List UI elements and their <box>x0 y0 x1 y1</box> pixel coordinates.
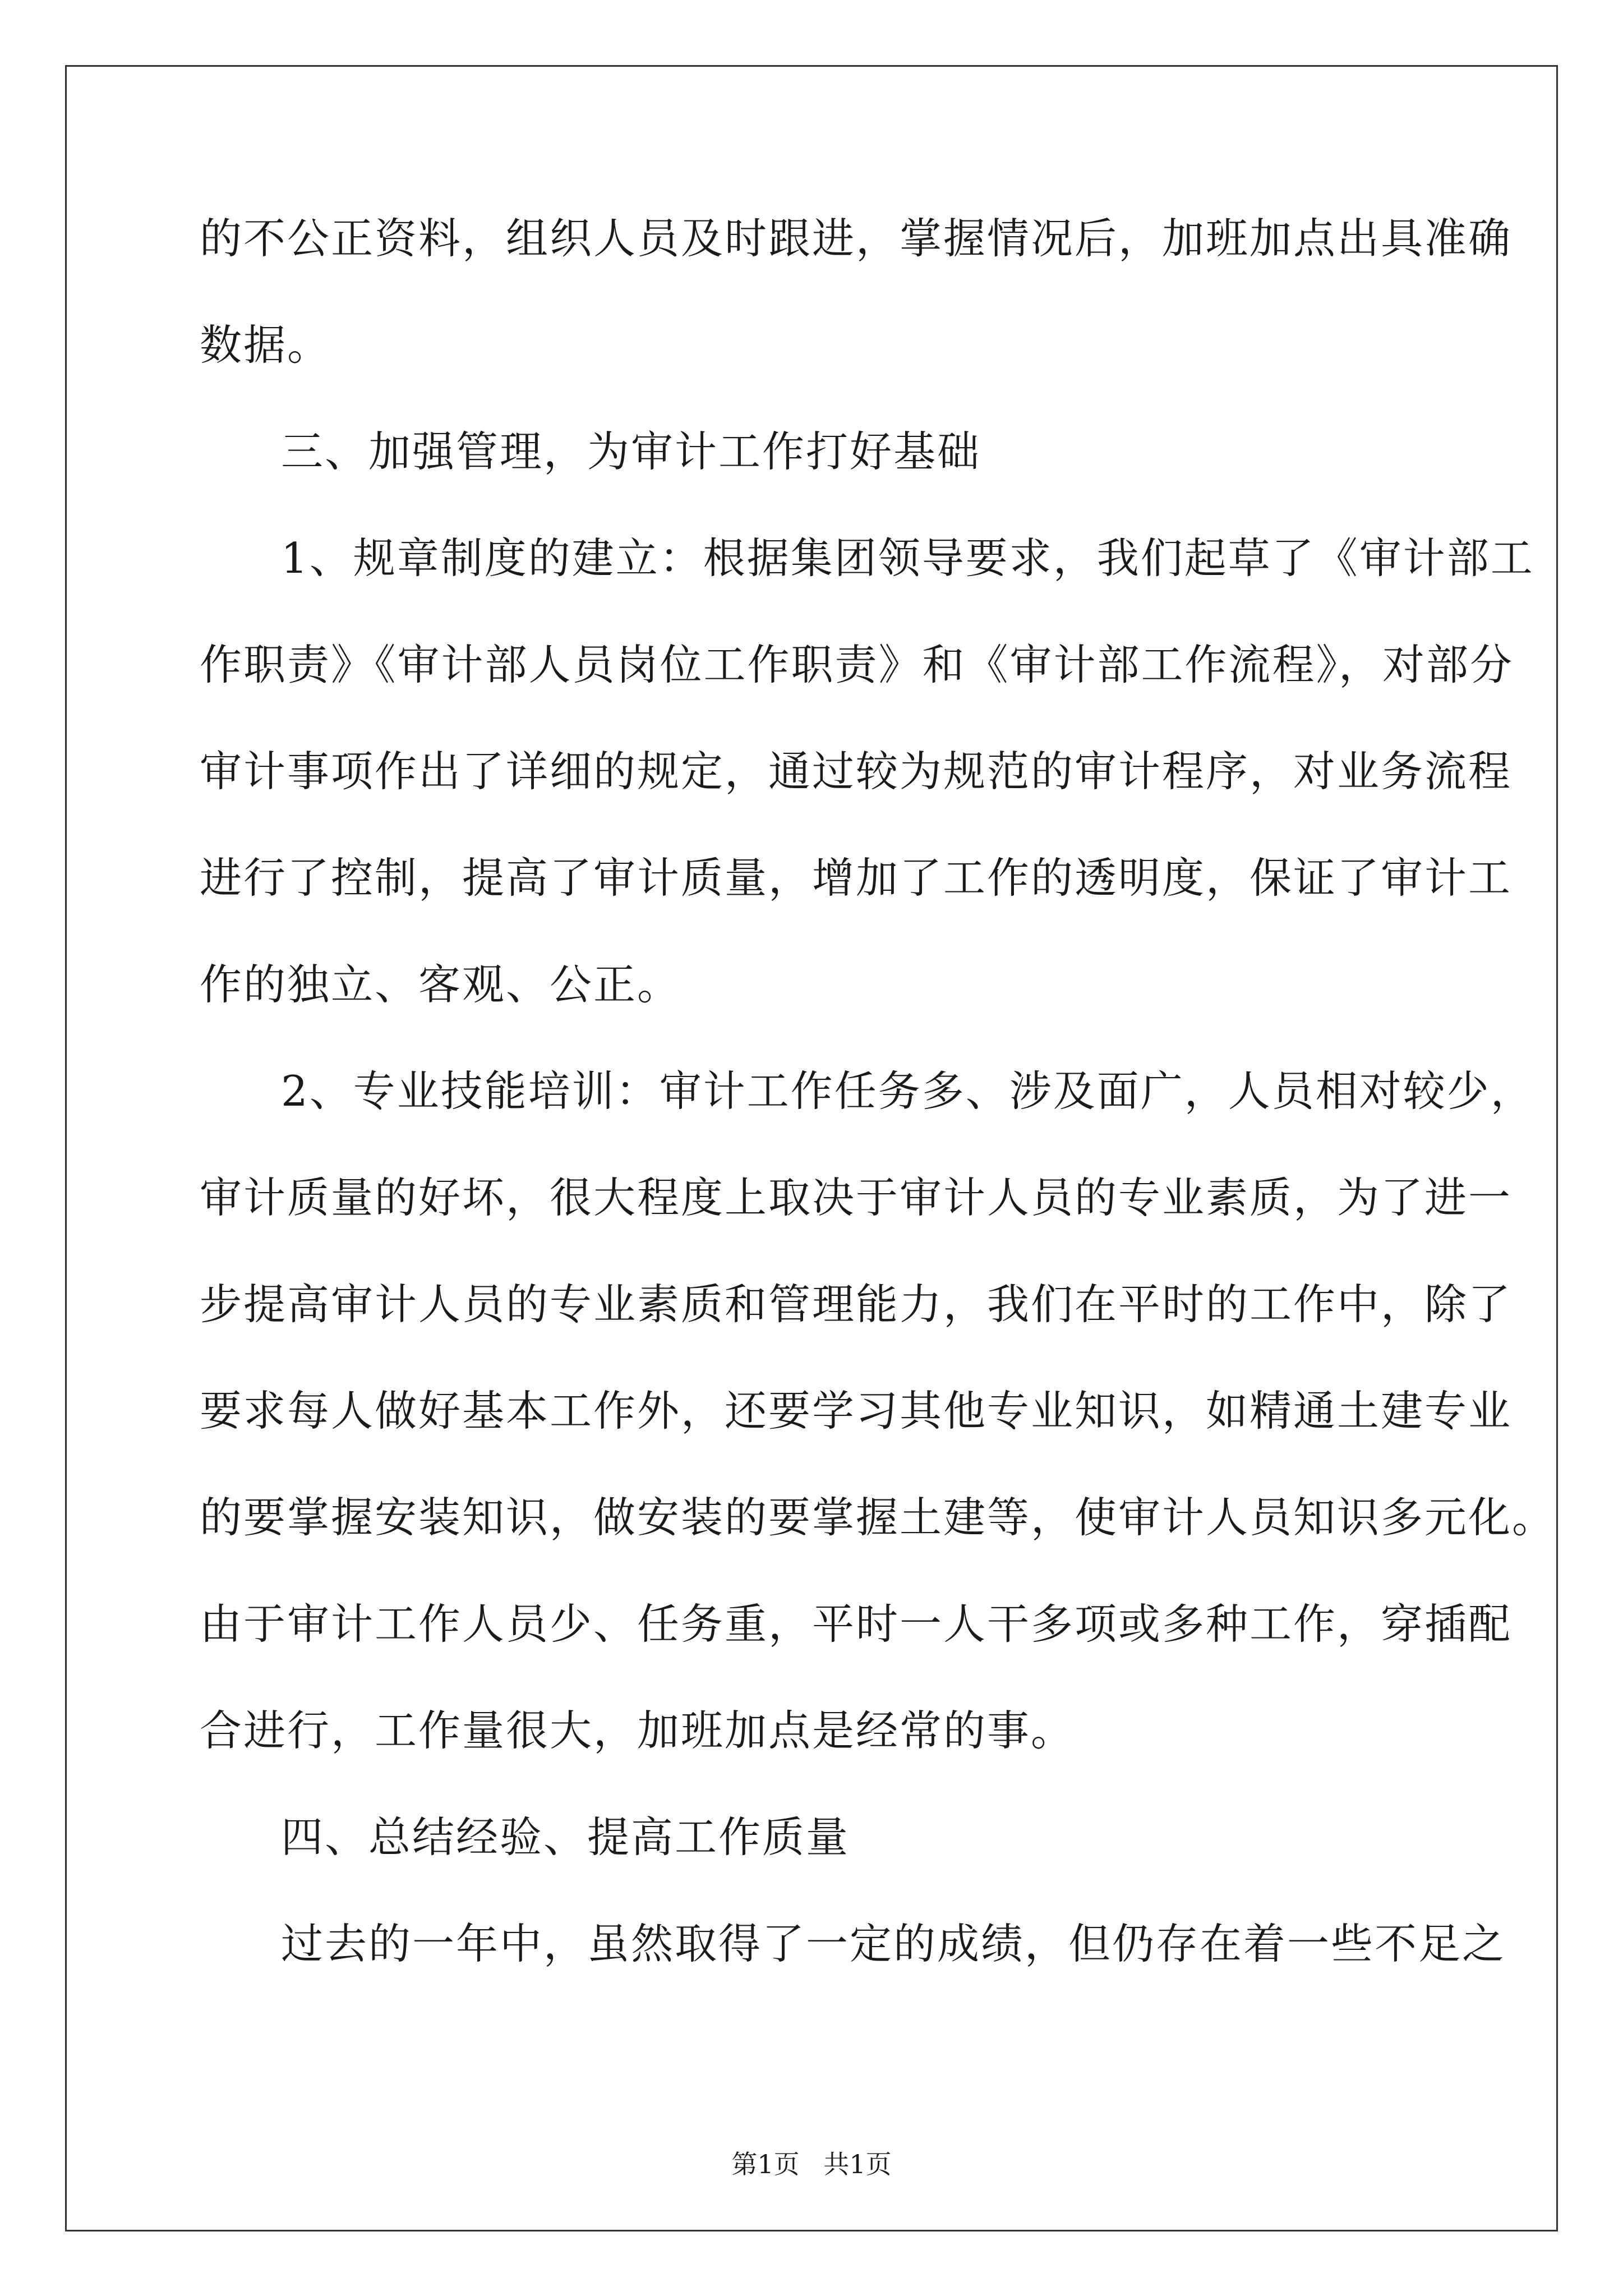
page-number: 第1页 <box>731 2149 800 2179</box>
page-footer <box>0 2147 1623 2181</box>
text-line: 审计事项作出了详细的规定，通过较为规范的审计程序，对业务流程 <box>200 747 1513 796</box>
page-border <box>65 65 1558 2231</box>
section-heading: 三、加强管理，为审计工作打好基础 <box>281 427 981 476</box>
page-total: 共1页 <box>823 2149 892 2179</box>
text-line: 进行了控制，提高了审计质量，增加了工作的透明度，保证了审计工 <box>200 853 1513 903</box>
text-line: 数据。 <box>200 320 331 370</box>
text-line: 作的独立、客观、公正。 <box>200 960 681 1009</box>
text-line: 作职责》《审计部人员岗位工作职责》和《审计部工作流程》，对部分 <box>200 640 1514 689</box>
text-line: 的要掌握安装知识，做安装的要掌握土建等，使审计人员知识多元化。 <box>200 1493 1556 1542</box>
text-line: 要求每人做好基本工作外，还要学习其他专业知识，如精通土建专业 <box>200 1386 1513 1435</box>
text-line: 2、专业技能培训：审计工作任务多、涉及面广，人员相对较少， <box>281 1066 1534 1116</box>
text-line: 审计质量的好坏，很大程度上取决于审计人员的专业素质，为了进一 <box>200 1173 1513 1222</box>
section-heading: 四、总结经验、提高工作质量 <box>281 1812 850 1862</box>
text-line: 1、规章制度的建立：根据集团领导要求，我们起草了《审计部工 <box>281 533 1534 583</box>
text-line: 步提高审计人员的专业素质和管理能力，我们在平时的工作中，除了 <box>200 1280 1513 1329</box>
text-line: 合进行，工作量很大，加班加点是经常的事。 <box>200 1706 1075 1755</box>
text-line: 的不公正资料，组织人员及时跟进，掌握情况后，加班加点出具准确 <box>200 214 1513 263</box>
text-line: 由于审计工作人员少、任务重，平时一人干多项或多种工作，穿插配 <box>200 1599 1513 1649</box>
text-line: 过去的一年中，虽然取得了一定的成绩，但仍存在着一些不足之 <box>281 1919 1506 1968</box>
